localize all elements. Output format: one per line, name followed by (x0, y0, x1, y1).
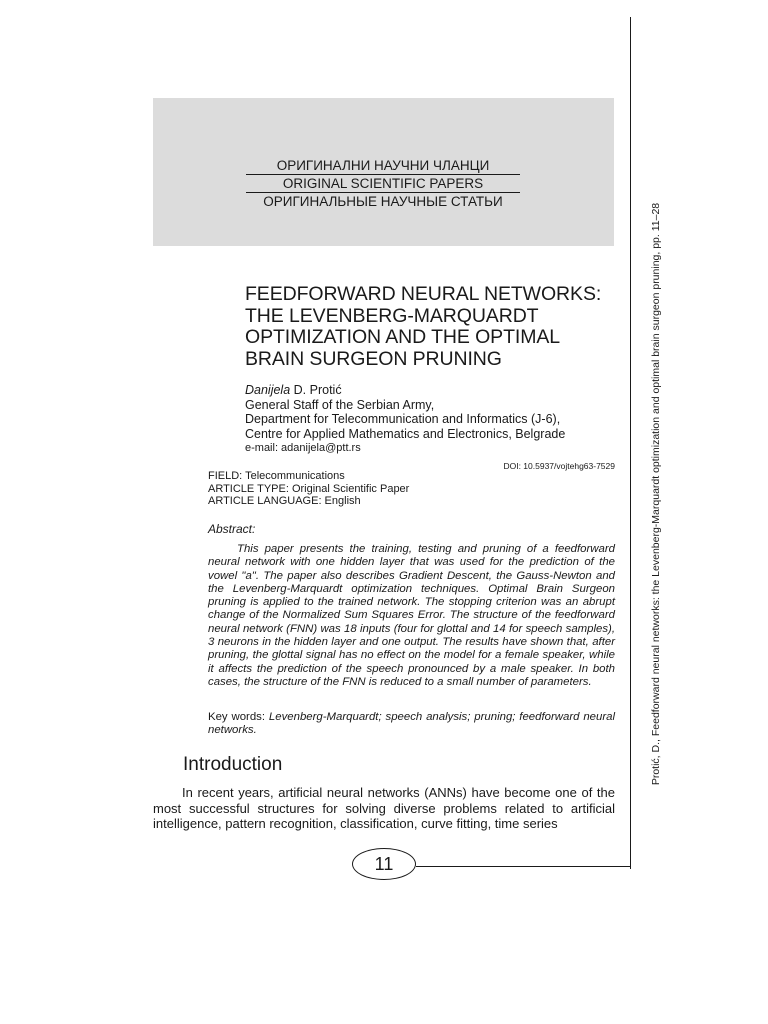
author-email: e-mail: adanijela@ptt.rs (245, 442, 361, 454)
affiliation-line: Centre for Applied Mathematics and Electronics, Belgrade (245, 426, 566, 441)
title-line: OPTIMIZATION AND THE OPTIMAL (245, 326, 561, 348)
author-last-name: D. Protić (290, 383, 342, 397)
affiliation-line: General Staff of the Serbian Army, (245, 397, 435, 412)
page-number: 11 (352, 848, 416, 880)
title-line: FEEDFORWARD NEURAL NETWORKS: (245, 283, 602, 305)
section-header-russian: ОРИГИНАЛЬНЫЕ НАУЧНЫЕ СТАТЬИ (263, 194, 503, 209)
margin-vertical-rule (630, 17, 631, 869)
keywords-value: Levenberg-Marquardt; speech analysis; pruning; feedforward neural networks. (208, 711, 615, 737)
title-line: BRAIN SURGEON PRUNING (245, 347, 502, 370)
article-type: ARTICLE TYPE: Original Scientific Paper (208, 482, 410, 495)
keywords (208, 711, 615, 738)
article-meta (208, 470, 508, 508)
keywords-label: Key words: (208, 711, 269, 723)
author-first-name: Danijela (245, 383, 291, 397)
abstract-text: This paper presents the training, testing and pruning of a feedforward neural network with one hidden layer that was used for the prediction of the vowel "a". The paper also describes Gradient Descent, the Gauss-Newton and the Levenberg-Marquardt optimization techniques. Optimal Brain Surgeon pruning is applied to the trained network. The stopping criterion was an abrupt change of the Normalized Sum Squares Error. The structure of the feedforward neural network (FNN) was 18 inputs (four for glottal and 14 for speech samples), 3 neurons in the hidden layer and one output. The results have shown that, after pruning, the glottal signal has no effect on the model for a female speaker, while it affects the prediction of the speech pronounced by a male speaker. In both cases, the structure of the FNN is reduced to a small number of parameters. (208, 543, 615, 688)
author-name (245, 383, 625, 398)
author-block (245, 383, 625, 456)
section-header-english: ORIGINAL SCIENTIFIC PAPERS (246, 175, 520, 193)
running-title: Protić, D., Feedforward neural networks: the Levenberg-Marquardt optimization and optimal brain surgeon pruning, pp. 11–28 (650, 202, 662, 786)
affiliation-line: Department for Telecommunication and Informatics (J-6), (245, 412, 561, 426)
title-line: THE LEVENBERG-MARQUARDT (245, 304, 539, 327)
section-header-serbian: ОРИГИНАЛНИ НАУЧНИ ЧЛАНЦИ (246, 157, 520, 175)
section-header (246, 157, 520, 210)
article-language: ARTICLE LANGUAGE: English (208, 495, 361, 507)
introduction-text: In recent years, artificial neural networks (ANNs) have become one of the most successful structures for solving diverse problems related to artificial intelligence, pattern recognition, classification, curve fitting, time series (153, 785, 615, 831)
footer-rule (416, 866, 631, 867)
doi: DOI: 10.5937/vojtehg63-7529 (503, 461, 615, 471)
introduction-heading: Introduction (183, 754, 283, 775)
abstract-label: Abstract: (208, 522, 256, 536)
paper-title (245, 284, 625, 370)
field: FIELD: Telecommunications (208, 470, 345, 482)
